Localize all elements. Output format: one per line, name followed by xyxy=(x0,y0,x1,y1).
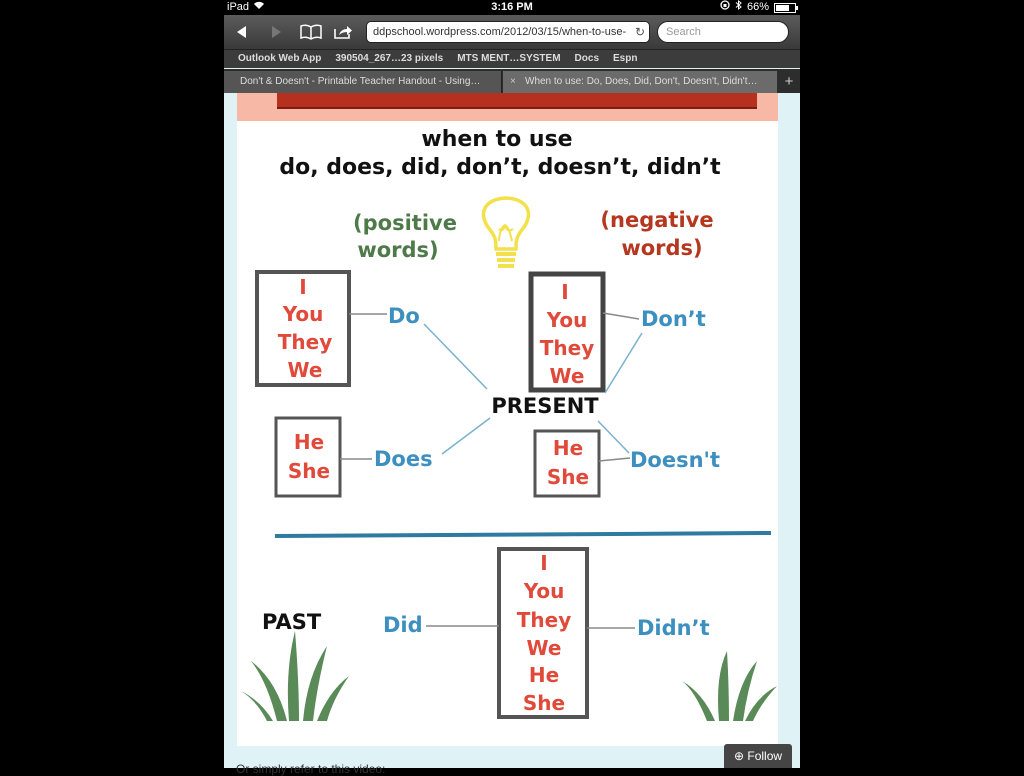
poster-title-line1: when to use xyxy=(421,127,573,152)
pronoun-he-past: He xyxy=(528,663,560,687)
follow-label: Follow xyxy=(747,749,783,763)
negative-label-line2: words) xyxy=(621,236,703,260)
past-label: PAST xyxy=(262,610,322,634)
plus-circle-icon: ⊕ xyxy=(733,749,745,763)
follow-button[interactable] xyxy=(724,744,792,768)
positive-label-line2: words) xyxy=(357,238,439,262)
grammar-poster xyxy=(237,93,778,746)
bookmark-mts[interactable]: MTS MENT…SYSTEM xyxy=(457,53,561,64)
section-divider xyxy=(275,533,771,536)
positive-label-line1: (positive xyxy=(353,211,457,235)
pronoun-you: You xyxy=(282,302,324,326)
share-icon[interactable] xyxy=(330,21,356,43)
pronoun-she-neg: She xyxy=(546,465,590,489)
poster-title-line2: do, does, did, don’t, doesn’t, didn’t xyxy=(279,155,721,180)
bookmark-espn[interactable]: Espn xyxy=(613,53,638,64)
tab-title: When to use: Do, Does, Did, Don't, Doesn't, Didn't… xyxy=(525,76,758,87)
pronoun-we: We xyxy=(287,358,323,382)
pronoun-i-past: I xyxy=(540,551,548,575)
back-arrow-icon[interactable] xyxy=(230,21,254,43)
bookmark-outlook[interactable]: Outlook Web App xyxy=(238,53,322,64)
grass-left-decoration xyxy=(241,631,349,721)
pronoun-she-past: She xyxy=(522,691,566,715)
reload-icon[interactable]: ↻ xyxy=(634,25,645,39)
negative-label-line1: (negative xyxy=(600,208,714,232)
pronoun-i: I xyxy=(299,275,307,299)
pronoun-they: They xyxy=(277,330,333,354)
rotation-lock-icon xyxy=(720,0,730,15)
pronoun-we-neg: We xyxy=(549,364,585,388)
status-bar xyxy=(224,0,800,15)
pronoun-they-neg: They xyxy=(539,336,595,360)
pronoun-she: She xyxy=(287,459,331,483)
grass-right-decoration xyxy=(682,651,777,721)
address-url: ddpschool.wordpress.com/2012/03/15/when-to-use- xyxy=(373,26,627,38)
bookmarks-bar xyxy=(224,50,800,68)
verb-doesnt: Doesn't xyxy=(630,448,721,472)
pronoun-he: He xyxy=(293,430,325,454)
pronoun-they-past: They xyxy=(516,608,572,632)
bookmarks-book-icon[interactable] xyxy=(296,21,326,43)
pronoun-you-neg: You xyxy=(546,308,588,332)
battery-percent: 66% xyxy=(746,1,769,13)
poster-banner xyxy=(237,93,778,121)
battery-icon xyxy=(774,3,796,13)
new-tab-icon[interactable]: + xyxy=(784,73,794,90)
search-input[interactable]: Search xyxy=(657,21,789,43)
pronoun-he-neg: He xyxy=(552,436,584,460)
tab-bar xyxy=(224,69,800,93)
tab-when-to-use[interactable] xyxy=(503,71,777,93)
browser-toolbar xyxy=(224,15,800,50)
verb-did: Did xyxy=(383,613,423,637)
ipad-screen xyxy=(224,0,800,776)
forward-arrow-icon[interactable] xyxy=(264,21,288,43)
bookmark-docs[interactable]: Docs xyxy=(574,53,599,64)
present-label: PRESENT xyxy=(491,394,599,418)
video-intro-text: Or simply refer to this video: xyxy=(236,762,386,776)
address-bar[interactable] xyxy=(366,21,650,43)
device-name: iPad xyxy=(227,1,250,13)
pronoun-i-neg: I xyxy=(561,280,569,304)
lightbulb-icon xyxy=(484,198,529,268)
bookmark-image[interactable]: 390504_267…23 pixels xyxy=(335,53,444,64)
verb-do: Do xyxy=(388,304,420,328)
close-tab-icon[interactable]: × xyxy=(510,76,516,87)
page-content xyxy=(224,93,800,776)
tab-dont-doesnt-handout[interactable]: Don't & Doesn't - Printable Teacher Handout - Using… xyxy=(224,71,502,93)
verb-didnt: Didn’t xyxy=(637,616,710,640)
verb-dont: Don’t xyxy=(641,307,706,331)
pronoun-you-past: You xyxy=(523,579,565,603)
poster-diagram xyxy=(237,121,778,746)
pronoun-we-past: We xyxy=(526,636,562,660)
bluetooth-icon xyxy=(735,0,742,15)
clock: 3:16 PM xyxy=(491,1,533,13)
verb-does: Does xyxy=(374,447,433,471)
